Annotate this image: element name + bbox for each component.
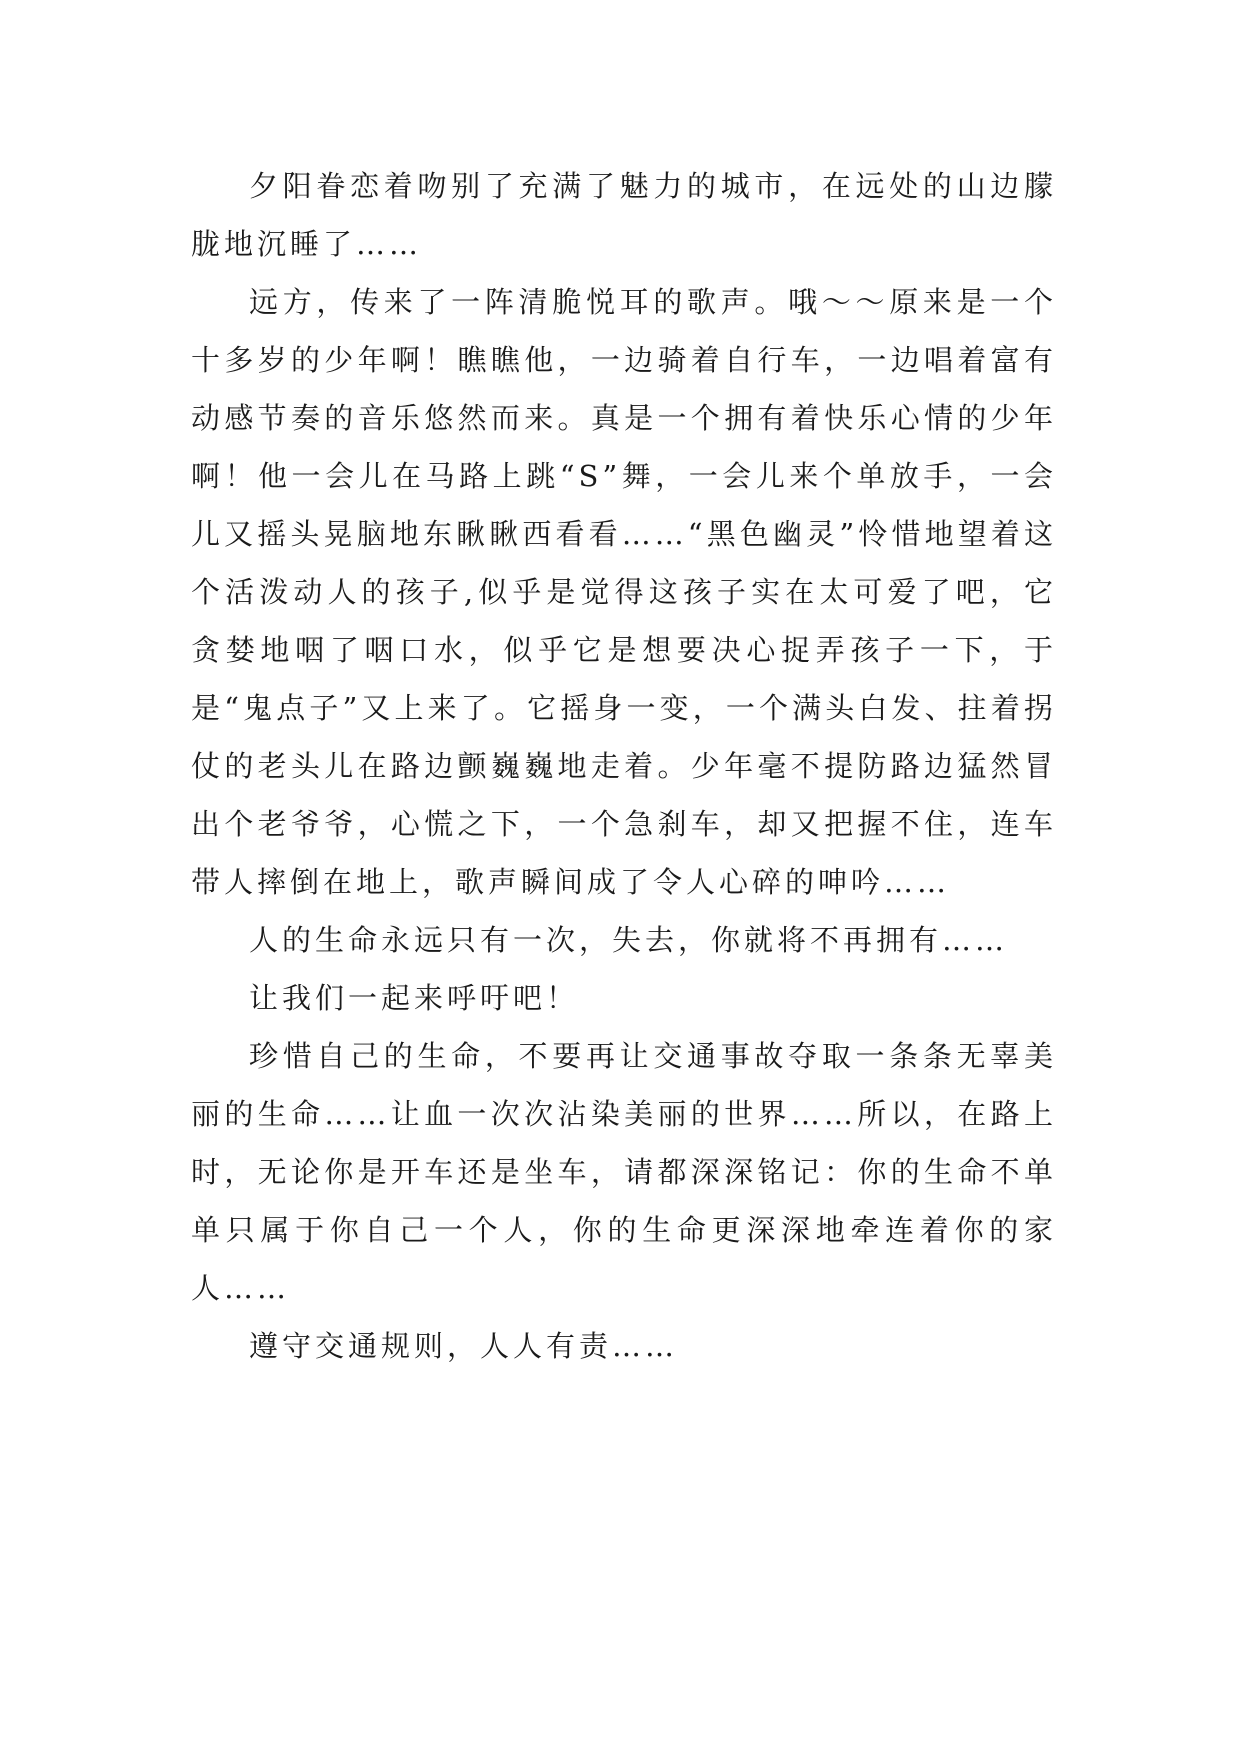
paragraph-life-once: 人的生命永远只有一次，失去，你就将不再拥有…… <box>249 923 1009 957</box>
paragraph-appeal: 让我们一起来呼吁吧！ <box>249 981 580 1015</box>
paragraph-sunset: 夕阳眷恋着吻别了充满了魅力的城市，在远处的山边朦胧地沉睡了…… <box>191 169 1057 261</box>
document-body <box>191 157 1057 1375</box>
paragraph-traffic-rules: 遵守交通规则，人人有责…… <box>249 1329 679 1363</box>
paragraph-cherish-life: 珍惜自己的生命，不要再让交通事故夺取一条条无辜美丽的生命……让血一次次沾染美丽的世界……所以，在路上时，无论你是开车还是坐车，请都深深铭记：你的生命不单单只属于你自己一个人，你的生命更深深地牵连着你的家人…… <box>191 1039 1057 1305</box>
paragraph-story: 远方，传来了一阵清脆悦耳的歌声。哦～～原来是一个十多岁的少年啊！瞧瞧他，一边骑着自行车，一边唱着富有动感节奏的音乐悠然而来。真是一个拥有着快乐心情的少年啊！他一会儿在马路上跳“S”舞，一会儿来个单放手，一会儿又摇头晃脑地东瞅瞅西看看……“黑色幽灵”怜惜地望着这个活泼动人的孩子,似乎是觉得这孩子实在太可爱了吧，它贪婪地咽了咽口水，似乎它是想要决心捉弄孩子一下，于是“鬼点子”又上来了。它摇身一变，一个满头白发、拄着拐仗的老头儿在路边颤巍巍地走着。少年毫不提防路边猛然冒出个老爷爷，心慌之下，一个急刹车，却又把握不住，连车带人摔倒在地上，歌声瞬间成了令人心碎的呻吟…… <box>191 285 1057 899</box>
